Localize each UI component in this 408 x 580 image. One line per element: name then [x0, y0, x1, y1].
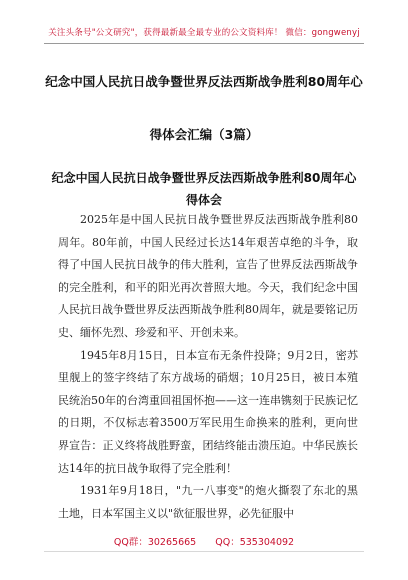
- body-paragraph: 1931年9月18日，"九一八事变"的炮火撕裂了东北的黑土地，日本军国主义以"欲征服世界，必先征服中: [58, 484, 358, 520]
- footer-contact: [0, 534, 408, 548]
- document-title-line-1: 纪念中国人民抗日战争暨世界反法西斯战争胜利80周年心: [45, 74, 363, 89]
- article-body: [58, 209, 358, 525]
- header-divider: [44, 43, 364, 44]
- footer-qq-group: QQ群：30265665: [113, 537, 197, 548]
- body-paragraph: 2025年是中国人民抗日战争暨世界反法西斯战争胜利80周年。80年前，中国人民经过长达14年艰苦卓绝的斗争，取得了中国人民抗日战争的伟大胜利，宣告了世界反法西斯战争的完全胜利，和平的阳光再次普照大地。今天，我们纪念中国人民抗日战争暨世界反法西斯战争胜利80周年，就是要铭记历史、缅怀先烈、珍爱和平、开创未来。: [58, 213, 358, 339]
- body-paragraph: 1945年8月15日，日本宣布无条件投降；9月2日，密苏里舰上的签字终结了东方战场的硝烟；10月25日，被日本殖民统治50年的台湾重回祖国怀抱——这一连串镌刻于民族记忆的日期，不仅标志着3500万军民用生命换来的胜利，更向世界宣告：正义终将战胜野蛮，团结终能击溃压迫。中华民族长达14年的抗日战争取得了完全胜利！: [58, 348, 358, 475]
- article-title-line-2: 得体会: [185, 193, 222, 207]
- footer-qq: QQ：535304092: [215, 537, 295, 548]
- article-title-line-1: 纪念中国人民抗日战争暨世界反法西斯战争胜利80周年心: [51, 171, 357, 185]
- footer-divider: [44, 551, 364, 552]
- document-title-line-2: 得体会汇编（3篇）: [149, 127, 259, 142]
- header-banner: 关注头条号"公文研究"，获得最新最全最专业的公文资料库！ 微信：gongwenyj: [48, 28, 360, 38]
